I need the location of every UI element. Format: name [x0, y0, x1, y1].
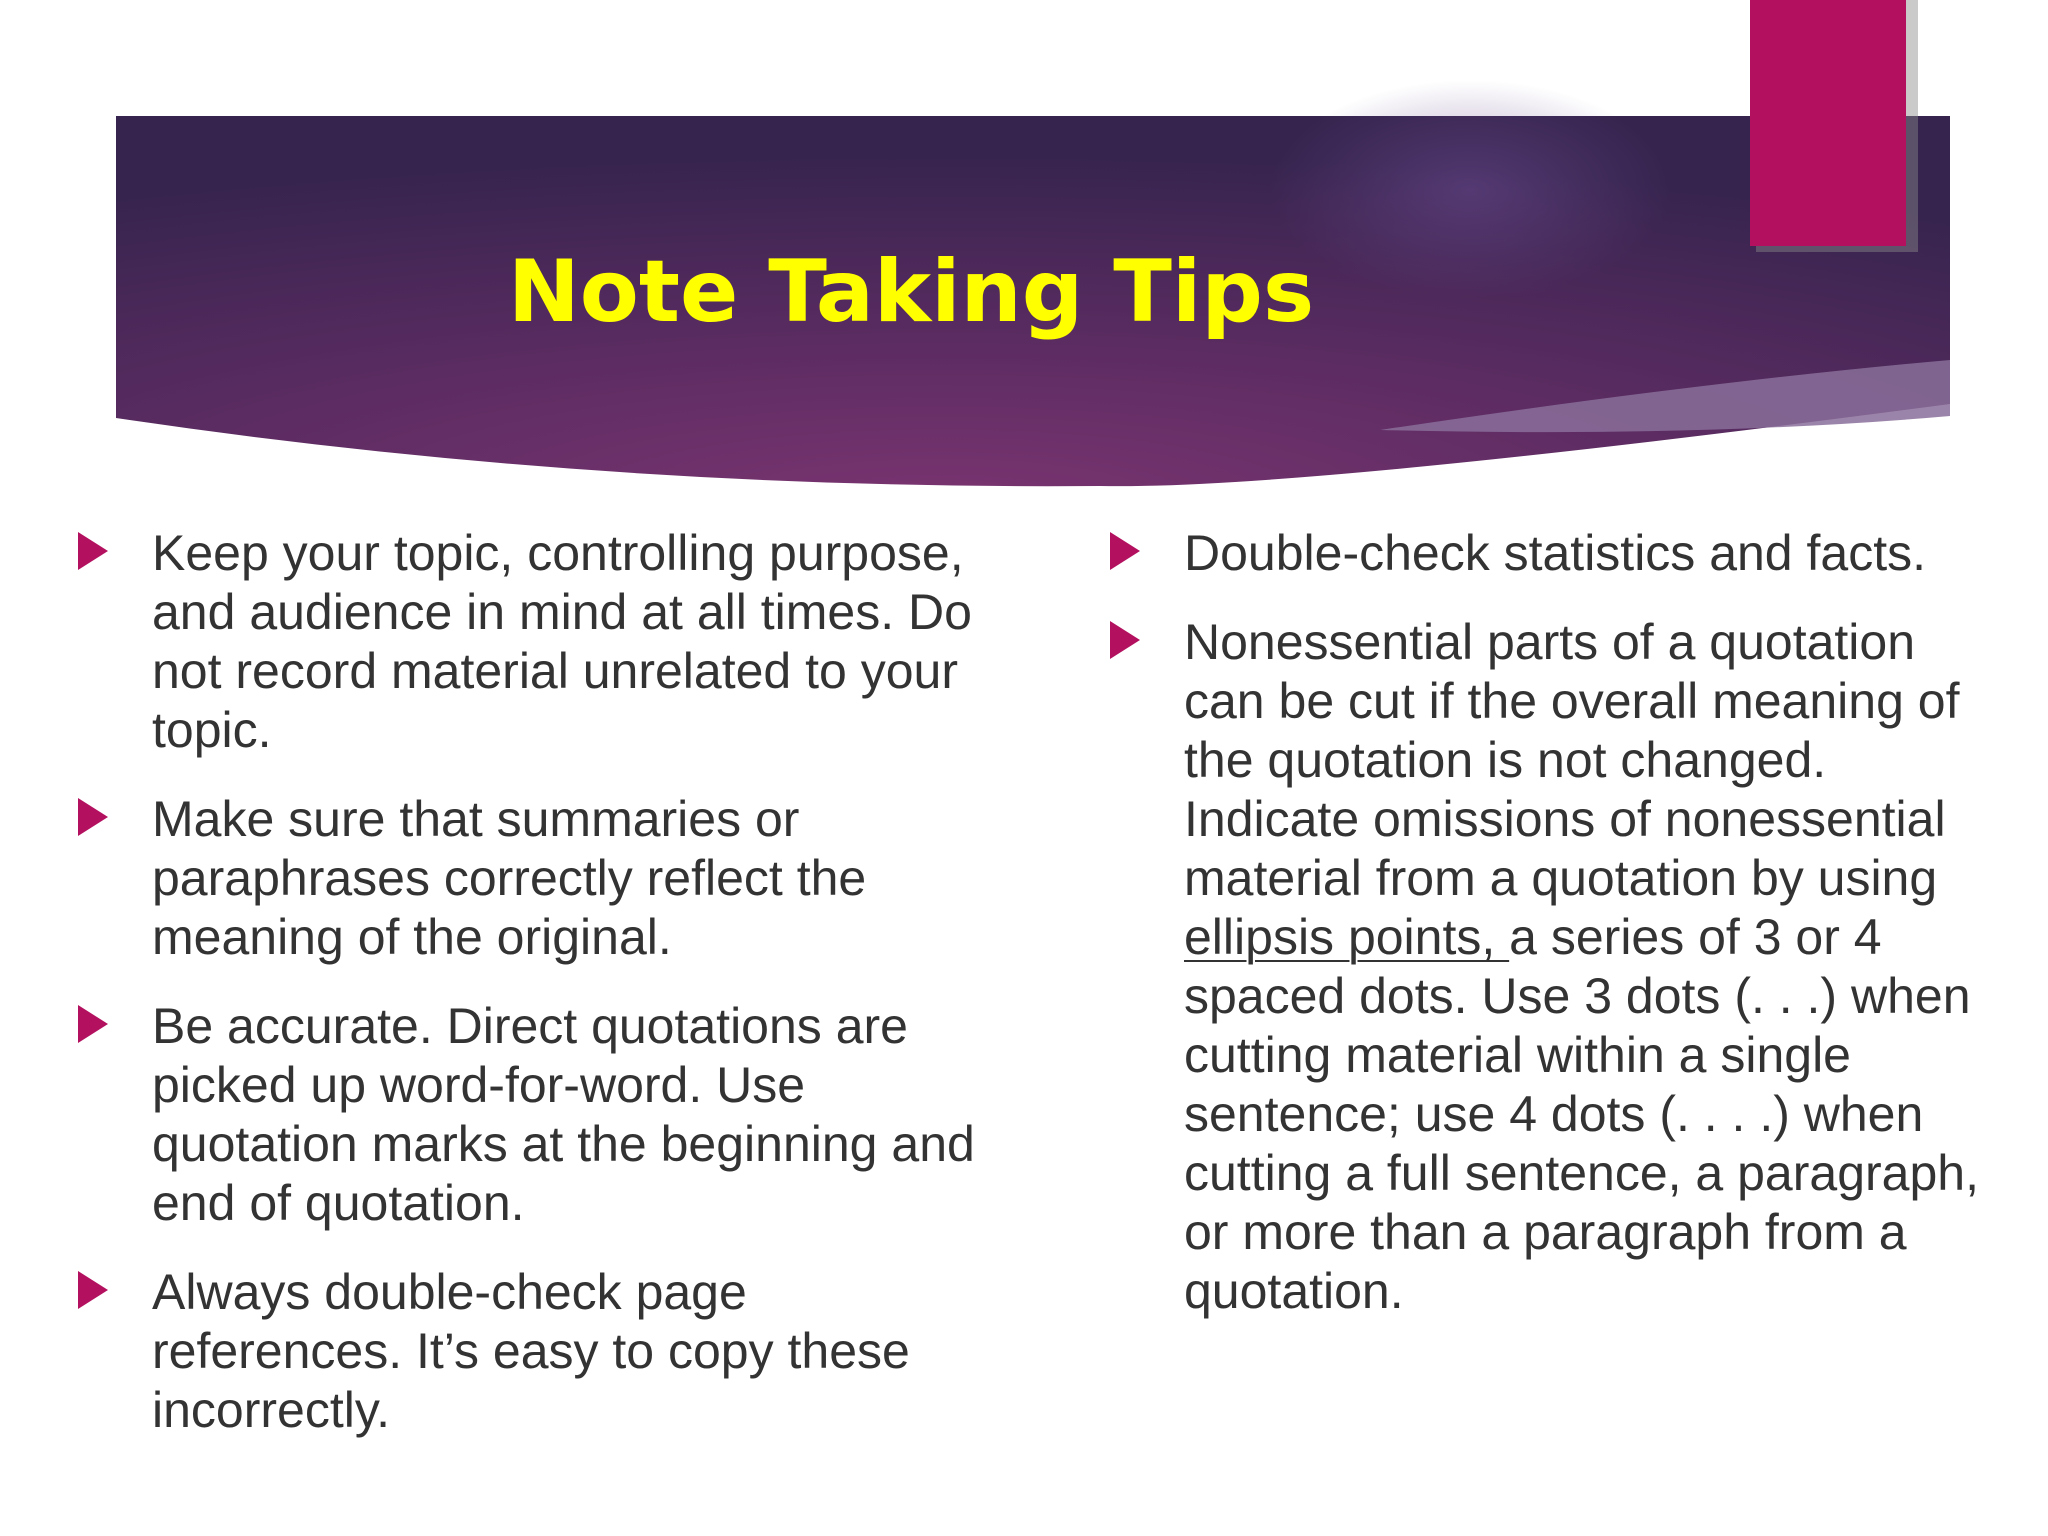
ellipsis-points-term: ellipsis points,	[1184, 909, 1510, 965]
left-bullet-list	[72, 524, 992, 1470]
accent-bar	[1750, 0, 1906, 246]
bullet-arrow-icon	[78, 532, 108, 570]
bullet-item	[1104, 524, 2004, 583]
bullet-arrow-icon	[78, 1005, 108, 1043]
right-bullet-list	[1104, 524, 2004, 1351]
bullet-arrow-icon	[1110, 621, 1140, 659]
bullet-arrow-icon	[78, 1271, 108, 1309]
bullet-arrow-icon	[1110, 532, 1140, 570]
bullet-item	[1104, 613, 2004, 1321]
bullet-text-part: Nonessential parts of a quotation can be cut if the overall meaning of the quotation is not changed. Indicate omissions of nonessential material from a quotation by using	[1184, 614, 1960, 906]
bullet-text: Keep your topic, controlling purpose, and audience in mind at all times. Do not record material unrelated to your topic.	[152, 525, 972, 758]
bullet-item	[72, 997, 992, 1233]
bullet-text: Always double-check page references. It’s easy to copy these incorrectly.	[152, 1264, 910, 1438]
bullet-item	[72, 1263, 992, 1440]
bullet-arrow-icon	[78, 798, 108, 836]
bullet-text: Double-check statistics and facts.	[1184, 525, 1926, 581]
bullet-text: Be accurate. Direct quotations are picked up word-for-word. Use quotation marks at the beginning and end of quotation.	[152, 998, 975, 1231]
bullet-item	[72, 524, 992, 760]
slide-title: Note Taking Tips	[507, 242, 1315, 342]
bullet-text-part: a series of 3 or 4 spaced dots. Use 3 dots (. . .) when cutting material within a single sentence; use 4 dots (. . . .) when cutting a full sentence, a paragraph, or more than a paragraph from a quotation.	[1184, 909, 1979, 1319]
bullet-text: Make sure that summaries or paraphrases correctly reflect the meaning of the original.	[152, 791, 867, 965]
bullet-item	[72, 790, 992, 967]
